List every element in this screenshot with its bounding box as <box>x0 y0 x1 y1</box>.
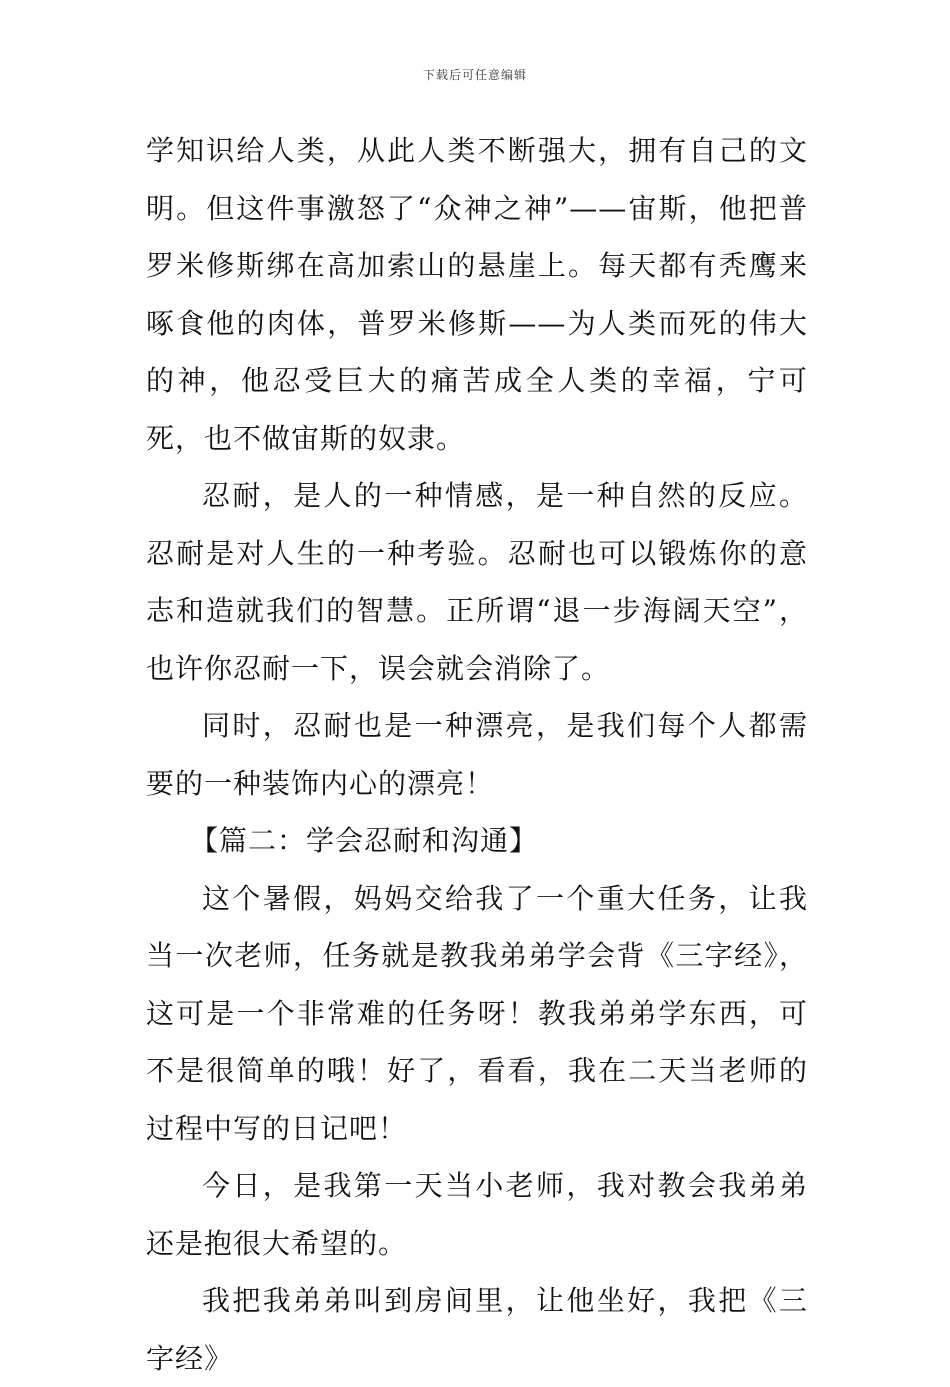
paragraph-patience: 忍耐，是人的一种情感，是一种自然的反应。忍耐是对人生的一种考验。忍耐也可以锻炼你的意志和造就我们的智慧。正所谓“退一步海阔天空”，也许你忍耐一下，误会就会消除了。 <box>146 479 808 685</box>
paragraph-continuation: 学知识给人类，从此人类不断强大，拥有自己的文明。但这件事激怒了“众神之神”——宙斯，他把普罗米修斯绑在高加索山的悬崖上。每天都有秃鹰来啄食他的肉体，普罗米修斯——为人类而死的伟大的神，他忍受巨大的痛苦成全人类的幸福，宁可死，也不做宙斯的奴隶。 <box>146 134 808 455</box>
paragraph-room: 我把我弟弟叫到房间里，让他坐好，我把《三字经》 <box>146 1284 808 1375</box>
paragraph-beauty: 同时，忍耐也是一种漂亮，是我们每个人都需要的一种装饰内心的漂亮！ <box>146 709 808 800</box>
paragraph-first-day: 今日，是我第一天当小老师，我对教会我弟弟还是抱很大希望的。 <box>146 1169 808 1260</box>
document-body <box>146 122 808 1387</box>
paragraph-summer-task: 这个暑假，妈妈交给我了一个重大任务，让我当一次老师，任务就是教我弟弟学会背《三字经》，这可是一个非常难的任务呀！教我弟弟学东西，可不是很简单的哦！好了，看看，我在二天当老师的过程中写的日记吧！ <box>146 881 808 1145</box>
page-header: 下载后可任意编辑 <box>422 68 527 82</box>
section-heading: 【篇二：学会忍耐和沟通】 <box>190 824 539 857</box>
